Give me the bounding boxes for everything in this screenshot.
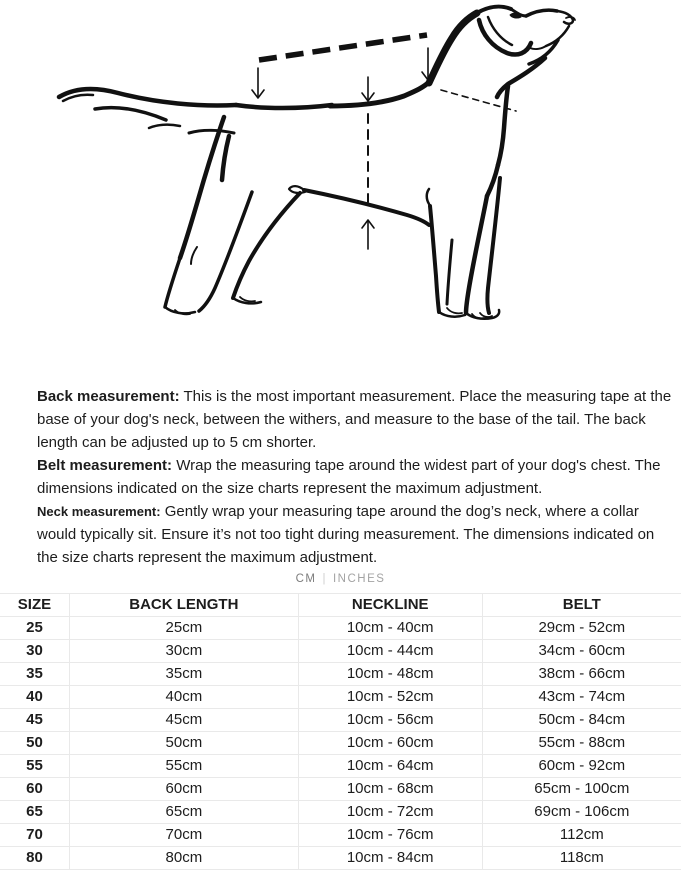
table-row xyxy=(0,640,681,663)
size-cell: 35 xyxy=(0,663,69,686)
size-cell: 10cm - 84cm xyxy=(298,847,482,870)
size-cell: 10cm - 56cm xyxy=(298,709,482,732)
size-cell: 40 xyxy=(0,686,69,709)
size-cell: 60cm xyxy=(69,778,298,801)
size-cell: 65cm xyxy=(69,801,298,824)
neck-measurement-text: Gently wrap your measuring tape around the dog’s neck, where a collar would typically sit. Ensure it’s not too tight during measurement. The dimensions indicated on the size charts represent the maximum adjustment. xyxy=(37,503,655,566)
table-row xyxy=(0,778,681,801)
table-row xyxy=(0,801,681,824)
table-body xyxy=(0,617,681,870)
size-cell: 112cm xyxy=(482,824,681,847)
size-cell: 80cm xyxy=(69,847,298,870)
table-row xyxy=(0,732,681,755)
size-cell: 25 xyxy=(0,617,69,640)
belt-measurement-text: Wrap the measuring tape around the widest part of your dog's chest. The dimensions indicated on the size charts represent the maximum adjustment. xyxy=(37,457,661,497)
size-cell: 69cm - 106cm xyxy=(482,801,681,824)
column-header: BELT xyxy=(482,594,681,617)
size-cell: 38cm - 66cm xyxy=(482,663,681,686)
back-length-dashed-line xyxy=(259,35,427,60)
size-cell: 60 xyxy=(0,778,69,801)
size-cell: 118cm xyxy=(482,847,681,870)
belt-measurement-label: Belt measurement: xyxy=(37,457,173,474)
table-row xyxy=(0,847,681,870)
size-cell: 55 xyxy=(0,755,69,778)
table-row xyxy=(0,824,681,847)
size-cell: 34cm - 60cm xyxy=(482,640,681,663)
column-header: BACK LENGTH xyxy=(69,594,298,617)
size-cell: 43cm - 74cm xyxy=(482,686,681,709)
size-cell: 65 xyxy=(0,801,69,824)
back-measurement-label: Back measurement: xyxy=(37,388,180,405)
size-cell: 70 xyxy=(0,824,69,847)
size-cell: 50 xyxy=(0,732,69,755)
size-cell: 30cm xyxy=(69,640,298,663)
size-cell: 10cm - 44cm xyxy=(298,640,482,663)
size-cell: 10cm - 60cm xyxy=(298,732,482,755)
neck-measurement-label: Neck measurement: xyxy=(37,504,161,519)
unit-toggle xyxy=(0,572,681,587)
size-cell: 10cm - 40cm xyxy=(298,617,482,640)
size-cell: 55cm - 88cm xyxy=(482,732,681,755)
table-row xyxy=(0,755,681,778)
size-cell: 55cm xyxy=(69,755,298,778)
size-cell: 60cm - 92cm xyxy=(482,755,681,778)
size-table xyxy=(0,593,681,870)
dog-measurement-diagram xyxy=(0,0,681,368)
table-row xyxy=(0,686,681,709)
size-cell: 10cm - 64cm xyxy=(298,755,482,778)
column-header: NECKLINE xyxy=(298,594,482,617)
size-cell: 10cm - 52cm xyxy=(298,686,482,709)
unit-option-cm[interactable]: CM xyxy=(295,573,317,585)
neck-measurement-paragraph xyxy=(37,500,679,569)
size-cell: 10cm - 48cm xyxy=(298,663,482,686)
table-row xyxy=(0,663,681,686)
unit-option-inches[interactable]: INCHES xyxy=(332,573,386,585)
size-cell: 30 xyxy=(0,640,69,663)
unit-toggle-divider: | xyxy=(322,573,327,585)
size-cell: 10cm - 76cm xyxy=(298,824,482,847)
belt-measurement-paragraph xyxy=(37,454,679,500)
back-measurement-paragraph xyxy=(37,385,679,454)
size-cell: 50cm - 84cm xyxy=(482,709,681,732)
back-measurement-text: This is the most important measurement. Place the measuring tape at the base of your dog's neck, between the withers, and measure to the base of the tail. The back length can be adjusted up to 5 cm shorter. xyxy=(37,388,672,451)
up-arrow xyxy=(362,220,374,249)
size-cell: 25cm xyxy=(69,617,298,640)
size-cell: 50cm xyxy=(69,732,298,755)
size-cell: 10cm - 72cm xyxy=(298,801,482,824)
size-cell: 80 xyxy=(0,847,69,870)
size-cell: 70cm xyxy=(69,824,298,847)
size-cell: 45 xyxy=(0,709,69,732)
size-cell: 45cm xyxy=(69,709,298,732)
table-row xyxy=(0,617,681,640)
size-cell: 35cm xyxy=(69,663,298,686)
size-cell: 29cm - 52cm xyxy=(482,617,681,640)
table-row xyxy=(0,709,681,732)
measurement-instructions xyxy=(37,385,679,569)
size-cell: 10cm - 68cm xyxy=(298,778,482,801)
size-cell: 40cm xyxy=(69,686,298,709)
size-cell: 65cm - 100cm xyxy=(482,778,681,801)
column-header: SIZE xyxy=(0,594,69,617)
table-header-row xyxy=(0,594,681,617)
